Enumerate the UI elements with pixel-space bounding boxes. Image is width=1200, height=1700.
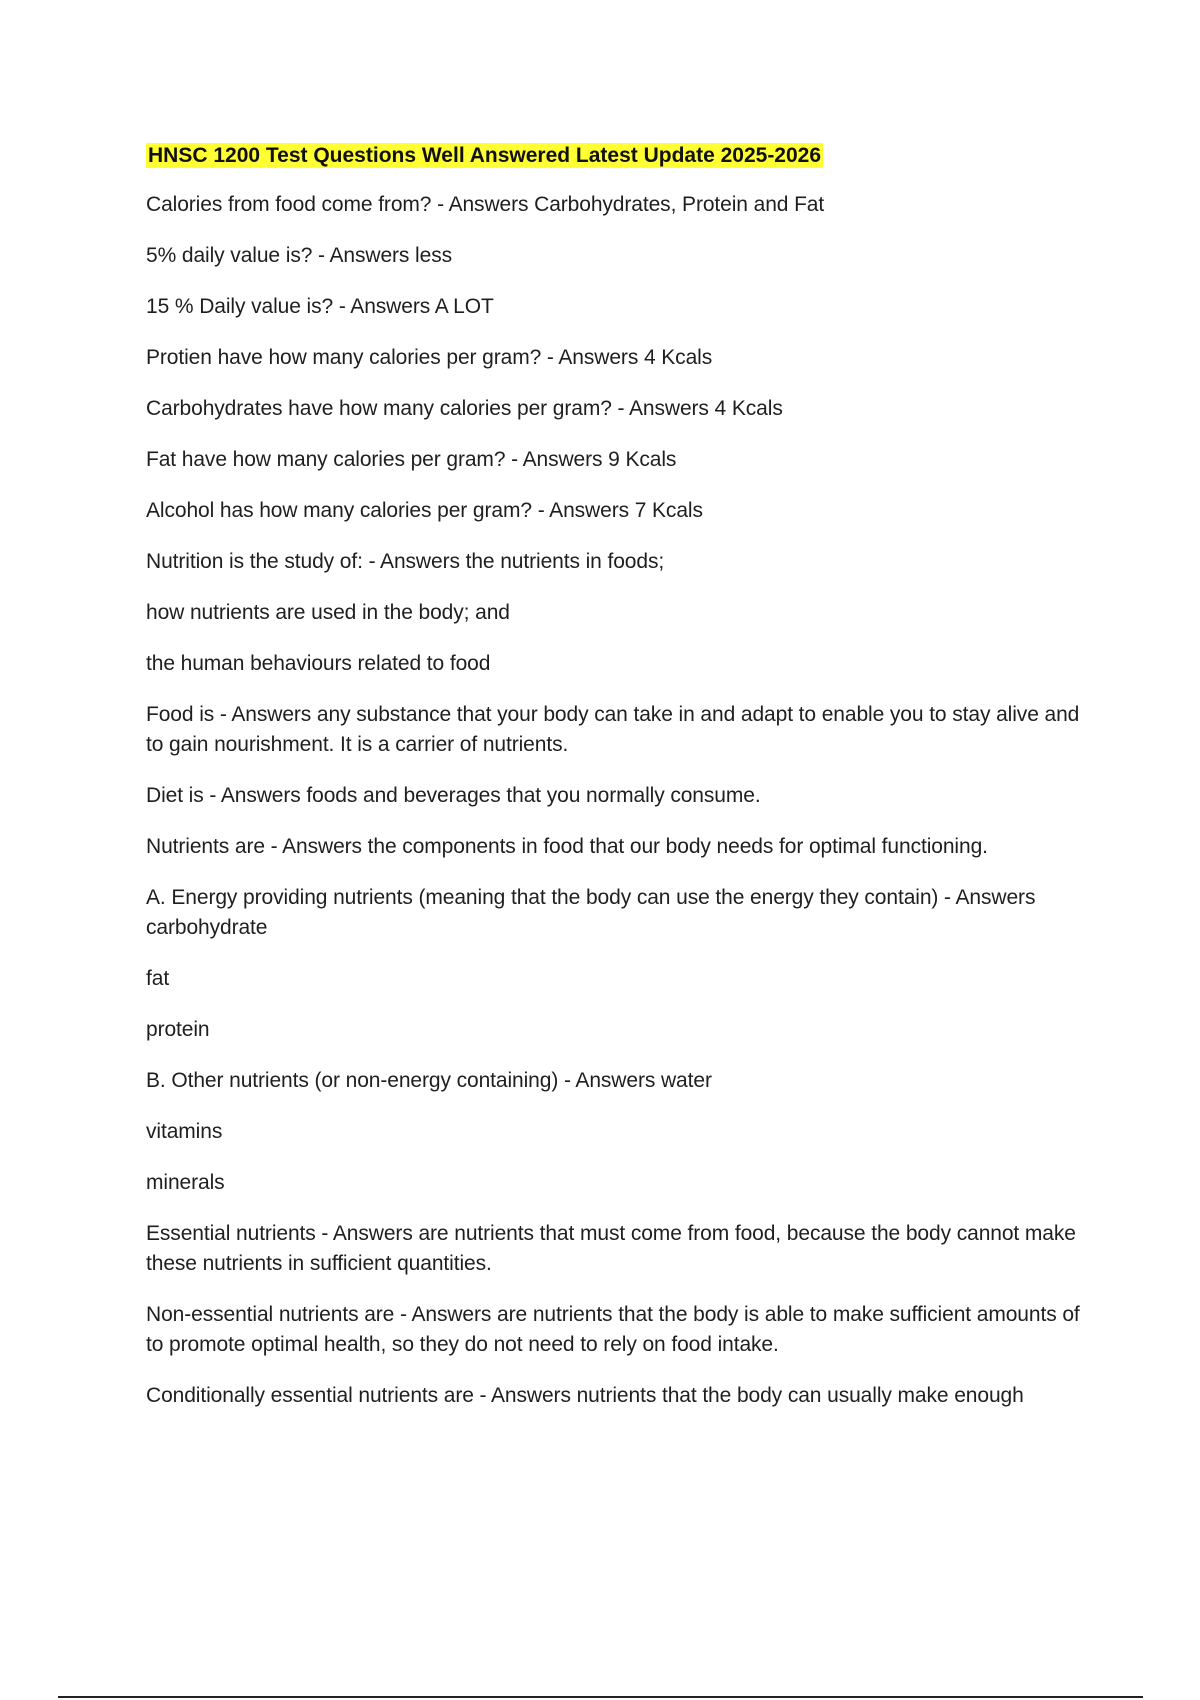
footer-rule (58, 1696, 1143, 1698)
paragraph: Diet is - Answers foods and beverages that you normally consume. (146, 784, 761, 807)
paragraph: minerals (146, 1171, 225, 1194)
paragraph: Food is - Answers any substance that your body can take in and adapt to enable you to stay alive and to gain nourishment. It is a carrier of nutrients. (146, 703, 1080, 756)
paragraph: Protien have how many calories per gram? - Answers 4 Kcals (146, 346, 713, 369)
paragraph: how nutrients are used in the body; and (146, 601, 510, 624)
paragraph: Nutrition is the study of: - Answers the nutrients in foods; (146, 550, 665, 573)
document-title: HNSC 1200 Test Questions Well Answered Latest Update 2025-2026 (148, 144, 822, 167)
paragraph: fat (146, 967, 170, 990)
paragraph: Non-essential nutrients are - Answers are nutrients that the body is able to make sufficient amounts of to promote optimal health, so they do not need to rely on food intake. (146, 1303, 1080, 1356)
title-row (146, 140, 1096, 171)
paragraph: B. Other nutrients (or non-energy containing) - Answers water (146, 1069, 712, 1092)
paragraph: vitamins (146, 1120, 223, 1143)
paragraph: Conditionally essential nutrients are - Answers nutrients that the body can usually make enough (146, 1384, 1024, 1407)
paragraph: 15 % Daily value is? - Answers A LOT (146, 295, 494, 318)
paragraph: Essential nutrients - Answers are nutrients that must come from food, because the body cannot make these nutrients in sufficient quantities. (146, 1222, 1076, 1275)
paragraph: the human behaviours related to food (146, 652, 491, 675)
paragraph: Calories from food come from? - Answers Carbohydrates, Protein and Fat (146, 193, 825, 216)
paragraph: A. Energy providing nutrients (meaning that the body can use the energy they contain) - Answers carbohydrate (146, 886, 1036, 939)
paragraph: Alcohol has how many calories per gram? - Answers 7 Kcals (146, 499, 703, 522)
paragraph: Fat have how many calories per gram? - Answers 9 Kcals (146, 448, 677, 471)
paragraph: Carbohydrates have how many calories per gram? - Answers 4 Kcals (146, 397, 783, 420)
paragraph: 5% daily value is? - Answers less (146, 244, 452, 267)
document-body (146, 140, 1096, 1432)
paragraph: Nutrients are - Answers the components in food that our body needs for optimal functioning. (146, 835, 988, 858)
paragraph: protein (146, 1018, 210, 1041)
